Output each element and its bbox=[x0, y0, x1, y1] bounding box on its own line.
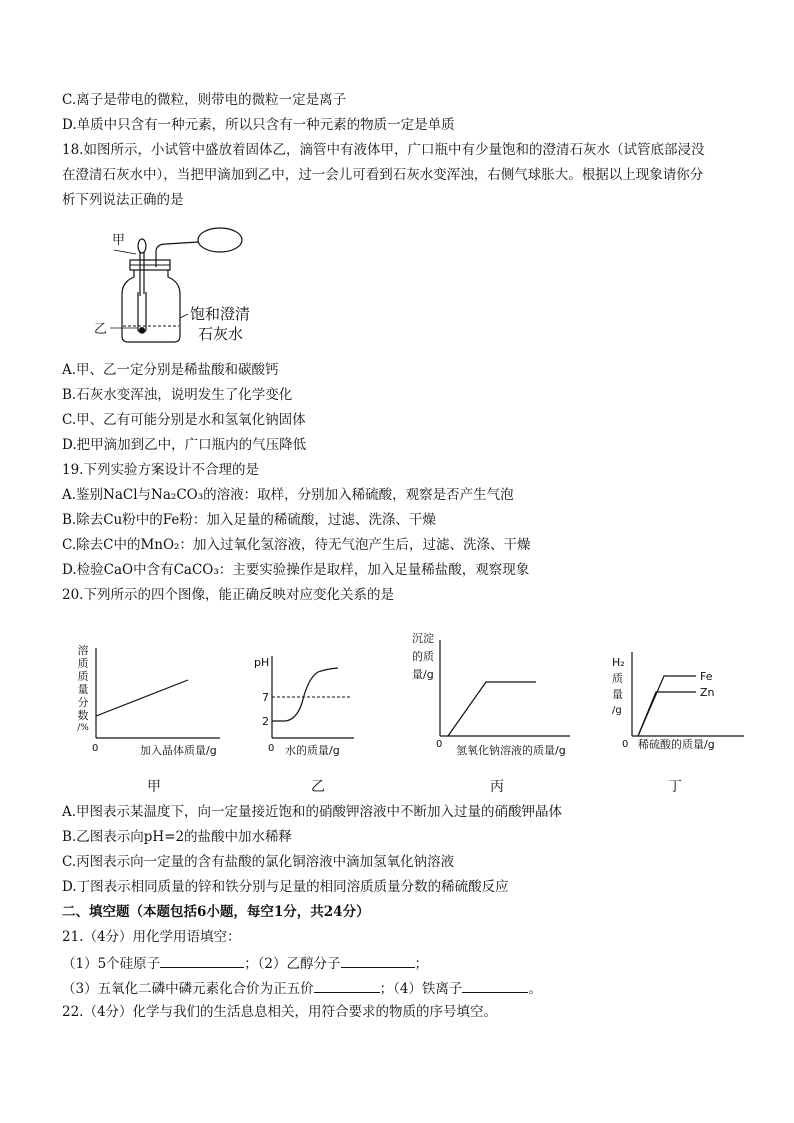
q19-option-a: A.鉴别NaCl与Na₂CO₃的溶液：取样，分别加入稀硫酸，观察是否产生气泡 bbox=[62, 487, 514, 503]
apparatus-label-jia: 甲 bbox=[112, 233, 126, 248]
q20-option-d: D.丁图表示相同质量的锌和铁分别与足量的相同溶质质量分数的稀硫酸反应 bbox=[62, 879, 509, 895]
graph-bing-origin: 0 bbox=[436, 739, 443, 750]
q21-row2-end: 。 bbox=[528, 981, 542, 997]
q21-part1-label: （1）5个硅原子 bbox=[62, 956, 161, 972]
q17-option-c: C.离子是带电的微粒，则带电的微粒一定是离子 bbox=[62, 92, 347, 108]
graph-ding-ylabel-1: H₂ bbox=[612, 656, 625, 669]
graph-yi-tick-2: 2 bbox=[262, 715, 269, 728]
graph-jia-ylabel bbox=[76, 644, 90, 735]
graph-yi-caption: 乙 bbox=[311, 779, 325, 795]
graph-yi-curve bbox=[272, 668, 338, 721]
q21-blank-2[interactable] bbox=[341, 953, 415, 968]
graph-jia-ylabel-c4: 分 bbox=[77, 696, 89, 709]
graph-ding-ylabel-4: /g bbox=[612, 705, 622, 716]
q19-option-b: B.除去Cu粉中的Fe粉：加入足量的稀硫酸，过滤、洗涤、干燥 bbox=[62, 512, 436, 528]
q21-part3-label: （3）五氧化二磷中磷元素化合价为正五价 bbox=[62, 981, 314, 997]
q20-option-b: B.乙图表示向pH=2的盐酸中加水稀释 bbox=[62, 829, 293, 845]
apparatus-label-lime-2: 石灰水 bbox=[198, 325, 244, 343]
graph-yi-tick-7: 7 bbox=[262, 691, 269, 704]
graph-jia-ylabel-c6: /% bbox=[77, 723, 89, 733]
graph-yi-origin: 0 bbox=[268, 743, 275, 754]
graph-ding-line-fe bbox=[638, 676, 696, 736]
q18-option-b: B.石灰水变浑浊，说明发生了化学变化 bbox=[62, 387, 293, 403]
graph-ding-label-fe: Fe bbox=[700, 670, 713, 683]
graph-jia-ylabel-c5: 数 bbox=[77, 709, 89, 722]
graph-ding bbox=[620, 648, 750, 748]
graph-bing-xlabel: 氢氧化钠溶液的质量/g bbox=[456, 744, 566, 757]
q18-stem-line2: 在澄清石灰水中），当把甲滴加到乙中，过一会儿可看到石灰水变浑浊，右侧气球胀大。根据以上现象请你分 bbox=[62, 167, 704, 183]
q22-stem: 22.（4分）化学与我们的生活息息相关，用符合要求的物质的序号填空。 bbox=[62, 1004, 498, 1020]
q21-row-2 bbox=[62, 978, 542, 998]
graph-ding-origin: 0 bbox=[622, 739, 629, 750]
graph-jia-ylabel-c0: 溶 bbox=[77, 644, 89, 657]
q21-stem: 21.（4分）用化学用语填空： bbox=[62, 929, 241, 945]
q19-option-d: D.检验CaO中含有CaCO₃：主要实验操作是取样，加入足量稀盐酸，观察现象 bbox=[62, 562, 530, 578]
graph-jia-ylabel-c2: 质 bbox=[77, 670, 89, 683]
q21-part4-label: ；（4）铁离子 bbox=[379, 981, 463, 997]
q21-blank-1[interactable] bbox=[160, 953, 244, 968]
graph-jia-origin: 0 bbox=[92, 743, 99, 754]
graph-bing-caption: 丙 bbox=[490, 779, 504, 795]
q21-blank-3[interactable] bbox=[314, 978, 380, 993]
q17-option-d: D.单质中只含有一种元素，所以只含有一种元素的物质一定是单质 bbox=[62, 117, 455, 133]
graph-ding-caption: 丁 bbox=[668, 779, 682, 795]
q20-option-a: A.甲图表示某温度下，向一定量接近饱和的硝酸钾溶液中不断加入过量的硝酸钾晶体 bbox=[62, 804, 563, 820]
apparatus-label-yi: 乙 bbox=[94, 322, 108, 337]
graph-bing-ylabel-2: 的质 bbox=[412, 650, 434, 663]
graph-jia-ylabel-c3: 量 bbox=[77, 683, 89, 696]
q19-option-c: C.除去C中的MnO₂：加入过氧化氢溶液，待无气泡产生后，过滤、洗涤、干燥 bbox=[62, 537, 531, 553]
q18-stem-line1: 18.如图所示，小试管中盛放着固体乙，滴管中有液体甲，广口瓶中有少量饱和的澄清石灰水（试管底部浸没 bbox=[62, 142, 705, 158]
q21-part2-label: ；（2）乙醇分子 bbox=[244, 956, 341, 972]
graph-bing bbox=[430, 630, 580, 750]
q19-stem: 19.下列实验方案设计不合理的是 bbox=[62, 462, 259, 478]
graph-bing-ylabel-1: 沉淀 bbox=[412, 632, 434, 645]
graph-ding-ylabel-2: 质 bbox=[612, 672, 623, 685]
q20-option-c: C.丙图表示向一定量的含有盐酸的氯化铜溶液中滴加氢氧化钠溶液 bbox=[62, 854, 455, 870]
graph-yi-ylabel: pH bbox=[254, 656, 270, 669]
section-2-heading: 二、填空题（本题包括6小题，每空1分，共24分） bbox=[62, 904, 370, 920]
q21-row1-end: ； bbox=[414, 956, 429, 972]
graph-ding-xlabel: 稀硫酸的质量/g bbox=[638, 738, 715, 751]
graph-yi-xlabel: 水的质量/g bbox=[285, 744, 340, 757]
graph-jia-caption: 甲 bbox=[147, 779, 161, 795]
q18-stem-line3: 析下列说法正确的是 bbox=[62, 192, 184, 208]
graph-jia-ylabel-c1: 质 bbox=[77, 657, 89, 670]
q20-stem: 20.下列所示的四个图像，能正确反映对应变化关系的是 bbox=[62, 587, 394, 603]
graph-bing-ylabel-3: 量/g bbox=[412, 668, 434, 681]
q21-blank-4[interactable] bbox=[462, 978, 528, 993]
q21-row-1 bbox=[62, 953, 428, 973]
q18-option-d: D.把甲滴加到乙中，广口瓶内的气压降低 bbox=[62, 437, 307, 453]
q18-option-c: C.甲、乙有可能分别是水和氢氧化钠固体 bbox=[62, 412, 306, 428]
apparatus-label-lime-1: 饱和澄清 bbox=[190, 305, 251, 323]
graph-bing-line bbox=[448, 682, 536, 736]
graph-ding-ylabel-3: 量 bbox=[612, 688, 623, 701]
graph-jia-line bbox=[96, 680, 188, 716]
graph-jia-xlabel: 加入晶体质量/g bbox=[140, 744, 217, 757]
q18-option-a: A.甲、乙一定分别是稀盐酸和碳酸钙 bbox=[62, 362, 279, 378]
graph-ding-label-zn: Zn bbox=[700, 686, 715, 699]
graph-ding-line-zn bbox=[638, 692, 696, 736]
